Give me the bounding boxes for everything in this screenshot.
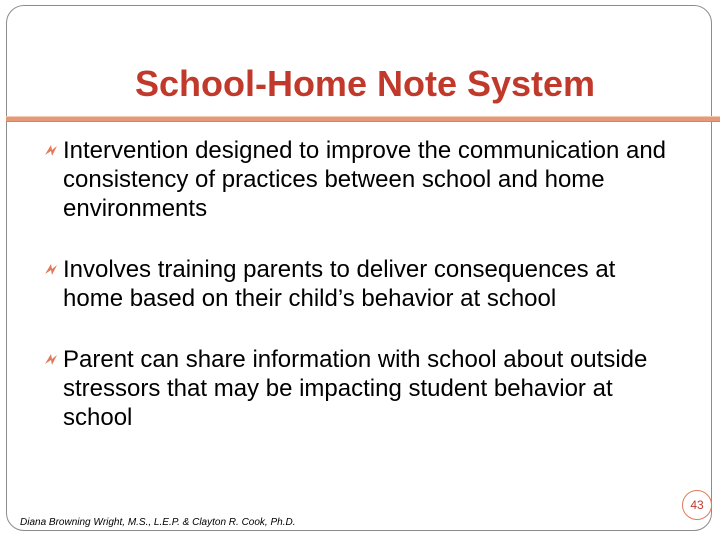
bullet-text: Parent can share information with school about outside stressors that may be impacting student behavior at school: [63, 346, 648, 431]
lightning-arrow-icon: [43, 142, 59, 158]
page-number-badge: 43: [682, 490, 712, 520]
bullet-text: Intervention designed to improve the communication and consistency of practices between school and home environments: [63, 137, 667, 222]
slide-footer-credit: Diana Browning Wright, M.S., L.E.P. & Clayton R. Cook, Ph.D.: [20, 517, 296, 528]
slide-title: School-Home Note System: [134, 63, 596, 104]
bullet-item: [40, 136, 680, 223]
lightning-arrow-icon: [43, 351, 59, 367]
title-divider: [6, 116, 720, 122]
bullet-text: Involves training parents to deliver consequences at home based on their child’s behavior at school: [63, 256, 616, 312]
bullet-item: [40, 255, 680, 313]
bullet-item: [40, 345, 680, 432]
lightning-arrow-icon: [43, 261, 59, 277]
bullet-list: [40, 136, 680, 464]
